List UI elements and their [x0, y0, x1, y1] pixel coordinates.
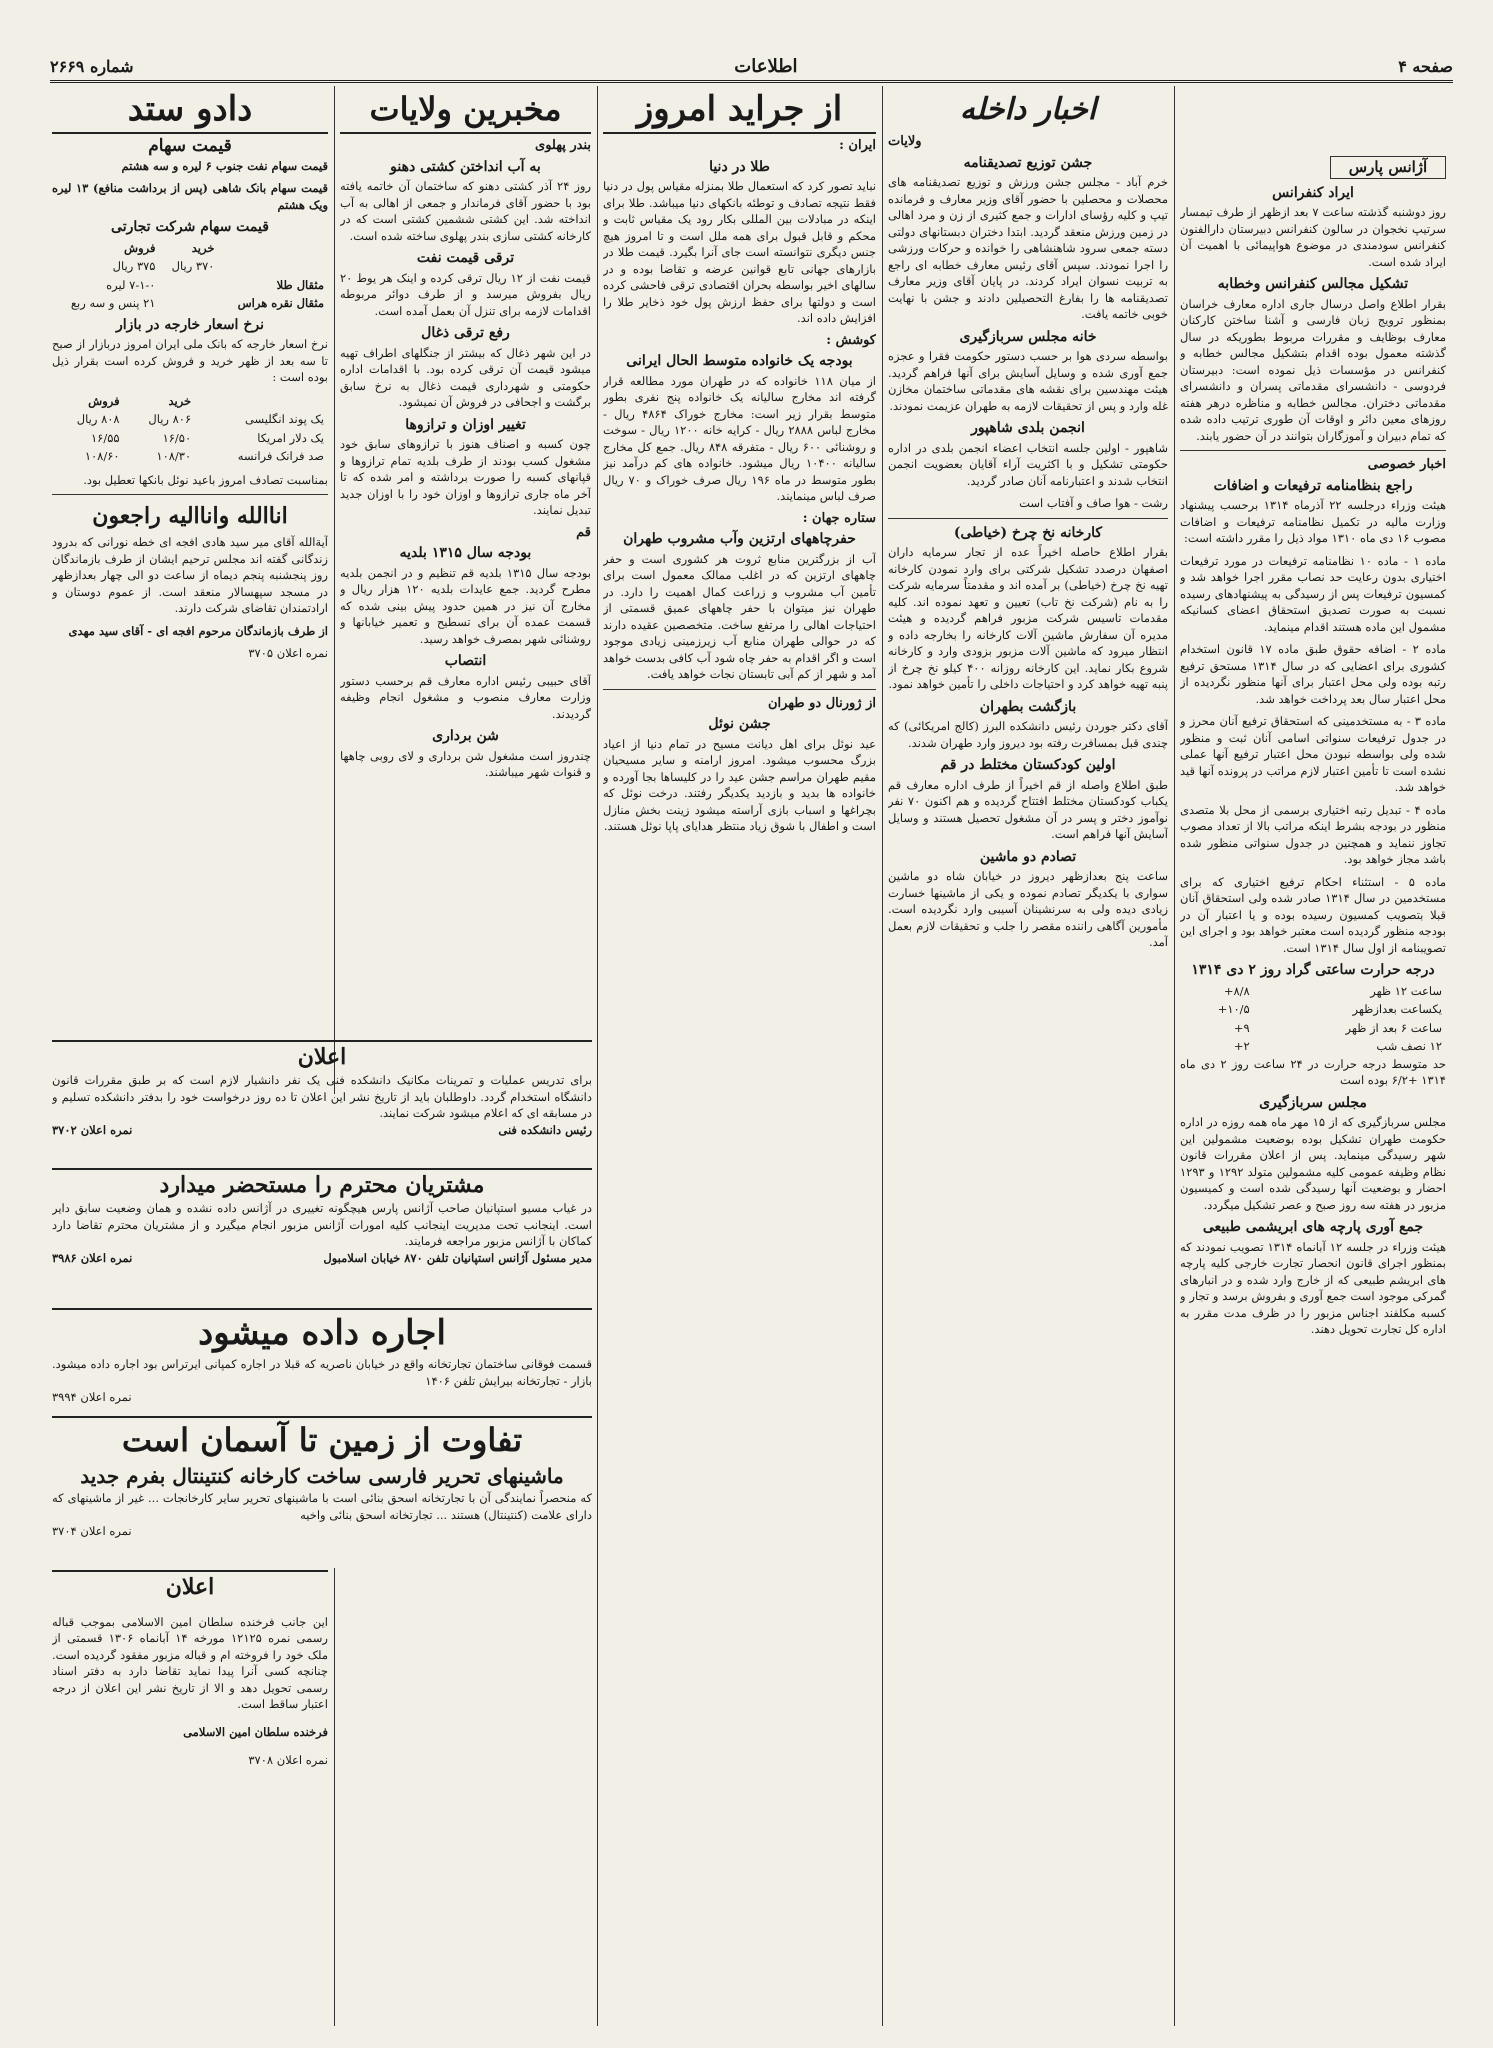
section-banner: دادو ستد	[52, 86, 328, 134]
article-body: آقای حبیبی رئیس اداره معارف قم برحسب دستور وزارت معارف منصوب و مشغول انجام وظیفه گردیدند.	[340, 673, 591, 721]
ad-rental	[52, 1308, 592, 1410]
section-banner: از جراید امروز	[603, 86, 876, 134]
divider	[52, 494, 328, 495]
table-cell: ۸۰۶ ریال	[148, 412, 192, 426]
table-cell: ۱۶/۵۰	[162, 430, 192, 445]
article-body: از طرف بازماندگان مرحوم افجه ای - آقای سید مهدی	[68, 623, 328, 638]
divider	[1180, 450, 1446, 451]
ad-signature: مدیر مسئول آژانس استپانیان تلفن ۸۷۰ خیابان اسلامبول	[323, 1250, 592, 1265]
table-cell: ۱۶/۵۵	[91, 430, 120, 445]
table-row	[52, 447, 328, 466]
table-cell: ساعت ۱۲ ظهر	[1370, 983, 1442, 998]
headline: تغییر اوزان و ترازوها	[405, 416, 526, 433]
headline: تصادم دو ماشین	[979, 848, 1077, 865]
temperature-table	[1180, 982, 1446, 1056]
ad-signature: فرخنده سلطان امین الاسلامی	[183, 1725, 328, 1739]
headline: ایراد کنفرانس	[1272, 184, 1354, 201]
ad-signature: رئیس دانشکده فنی	[498, 1122, 592, 1137]
table-cell	[195, 392, 328, 411]
article-body: بمناسبت تصادف امروز باعید نوئل بانکها تعطیل بود.	[83, 472, 328, 487]
article-body: ماده ۵ - استثناء احکام ترفیع اختیاری که برای مستخدمین در سال ۱۳۱۴ صادر شده ولی استحقاق آنان قبلا بتصویب کمسیون رسیده بوده و یا اعتبار آن در بودجه منظور گردیده است معتبر خواهد بود و اجرای این تصویبنامه از اول سال ۱۳۱۴ است.	[1180, 874, 1446, 955]
headline: تشکیل مجالس کنفرانس وخطابه	[1217, 276, 1409, 292]
table-row	[52, 257, 328, 276]
table-cell: ۱۰/۵+	[1217, 1002, 1250, 1016]
table-row	[1180, 1000, 1446, 1019]
article-body: از میان ۱۱۸ خانواده که در طهران مورد مطالعه قرار گرفته اند مخارج سالیانه یک خانواده پنج نفری بطور متوسط بقرار زیر است: مخارج خوراک ۴۸۶۴ ریال - مخارج لباس ۲۸۸۸ ریال - کرایه خانه ۱۲۰۰ ریال - سوخت و روشنائی ۶۰۰ ریال - متفرقه ۸۴۸ ریال. جمع کل مخارج سالیانه ۱۰۴۰۰ ریال میشود. خانواده های کم درآمد نیز بطور متوسط در ماه ۱۹۶ ریال صرف خوراک و ۷۰ ریال صرف لباس مینمایند.	[603, 373, 876, 503]
table-header: خرید	[168, 393, 192, 408]
article-body: مجلس سربازگیری که از ۱۵ مهر ماه همه روزه در اداره حکومت طهران تشکیل بوده بوضعیت مشمولین این شهر رسیدگی مینماید. پس از اعلان مقررات قانون نظام وظیفه عمومی کلیه مشمولین متولد ۱۲۹۲ و ۱۲۹۳ احضار و بوضعیت آنها رسیدگی شده است و کمیسیون مزبور در هفته سه روز صبح و عصر تشکیل میگردد.	[1180, 1115, 1446, 1212]
article-body: قیمت نفت از ۱۲ ریال ترقی کرده و اینک هر یوط ۲۰ ریال بفروش میرسد و از طرف دوائر مربوطه اقدامات لازمه برای تنزل آن بعمل آمده است.	[340, 270, 591, 318]
table-cell: مثقال طلا	[276, 277, 324, 292]
headline: ترقی قیمت نفت	[416, 250, 515, 266]
section-title: ستاره جهان :	[802, 510, 876, 526]
headline: بودجه سال ۱۳۱۵ بلدیه	[399, 545, 532, 561]
table-row	[52, 239, 328, 258]
table-row	[1180, 982, 1446, 1001]
exchange-table	[52, 392, 328, 466]
article-body: حد متوسط درجه حرارت در ۲۴ ساعت روز ۲ دی ماه ۱۳۱۴ +۶/۲ بوده است	[1180, 1056, 1446, 1087]
ad-agency-notice	[52, 1168, 592, 1302]
section-title: از ژورنال دو طهران	[767, 695, 876, 711]
table-cell: ۸/۸+	[1223, 983, 1250, 998]
column-provincial-reporters	[340, 86, 591, 1086]
paper-name: اطلاعات	[734, 55, 798, 77]
divider	[888, 518, 1168, 519]
headline: اناالله وانااليه راجعون	[92, 503, 288, 529]
table-row	[52, 429, 328, 448]
headline: جشن توزیع تصدیقنامه	[963, 154, 1093, 171]
headline: اولین کودکستان مختلط در قم	[940, 757, 1116, 773]
article-body: روز ۲۴ آذر کشتی دهنو که ساختمان آن خاتمه یافته بود با حضور آقای فرماندار و جمعی از اهالی به آب انداخته شد. این کشتی ششمین کشتی است که در کارخانه کشتی سازی بندر پهلوی ساخته شده است.	[340, 179, 591, 243]
headline: قیمت سهام	[148, 136, 232, 156]
table-cell	[159, 276, 218, 295]
section-title: کوشش :	[826, 332, 876, 348]
column-rule	[882, 86, 883, 2026]
ad-lost-deed	[52, 1570, 328, 2028]
headline: درجه حرارت ساعتی گراد روز ۲ دی ۱۳۱۴	[1191, 962, 1435, 978]
ad-title: تفاوت از زمین تا آسمان است	[121, 1421, 523, 1459]
column-market	[52, 86, 328, 1086]
article-body: ماده ۱ - ماده ۱۰ نظامنامه ترفیعات در مورد ترفیعات اختیاری بدون رعایت حد نصاب مقرر اجرا خواهد شد و کمسیون ترفیعات پس از رسیدگی به پیشنهادهای رسیده نسبت به صورت تصدیق استحقاق اعضای کسانیکه مشمول این ماده هستند اقدام مینماید.	[1180, 553, 1446, 634]
headline: جمع آوری پارچه های ابریشمی طبیعی	[1202, 1219, 1424, 1235]
section-title: ایران :	[839, 138, 876, 153]
table-cell: ۲+	[1233, 1039, 1250, 1053]
column-agency-news	[1180, 86, 1446, 2026]
table-row	[1180, 1037, 1446, 1056]
article-body: طبق اطلاع واصله از قم اخیراً از طرف اداره معارف قم یکباب کودکستان مختلط افتتاح گردیده و هم اکنون ۷۰ نفر نوآموز دختر و پسر در آن مشغول تحصیل هستند و وسایل آسایش آنها فراهم است.	[888, 777, 1168, 841]
headline: طلا در دنیا	[709, 158, 770, 175]
ad-body: این جانب فرخنده سلطان امین الاسلامی بموجب قباله رسمی نمره ۱۲۱۲۵ مورخه ۱۴ آبانماه ۱۳۰۶ قسمتی از ملک خود را فروخته ام و قباله مزبور مفقود گردیده است. چنانچه کسی آنرا پیدا نماید تقاضا دارد به دفتر اسناد رسمی تحویل دهد و الا از تاریخ نشر این اعلان از درجه اعتبار ساقط است.	[52, 1614, 328, 1711]
table-cell: یک پوند انگلیسی	[244, 412, 324, 426]
article-body: بودجه سال ۱۳۱۵ بلدیه قم تنظیم و در انجمن بلدیه مطرح گردید. جمع عایدات بلدیه ۱۲۰ هزار ریال و مخارج آن نیز در همین حدود پیش بینی شده که قسمت عمده آن برای تسطیح و تعمیر خیابانها و روشنائی شهر بمصرف خواهد رسید.	[340, 565, 591, 646]
ad-subtitle: ماشینهای تحریر فارسی ساخت کارخانه کنتینتال بفرم جدید	[80, 1464, 564, 1488]
article-body: نرخ اسعار خارجه که بانک ملی ایران امروز دربازار از صبح تا سه بعد از ظهر خرید و فروش کرده است بقرار ذیل بوده است :	[52, 337, 328, 384]
headline: بودجه یک خانواده متوسط الحال ایرانی	[626, 353, 853, 369]
article-body: آب از بزرگترین منابع ثروت هر کشوری است و حفر چاههای ارتزین که در اغلب ممالک معمول است برای تأمین آب مشروب و زراعت کمال اهمیت را دارد. در طهران نیز میتوان با حفر چاههای عمیق قسمتی از احتیاجات اهالی را مرتفع ساخت. متخصصین عقیده دارند که در حوالی طهران منابع آب زیرزمینی زیادی موجود است و اگر اقدام به حفر چاه شود آب کافی بدست خواهد آمد و شهر از کم آبی تابستان نجات خواهد یافت.	[603, 551, 876, 681]
ad-title: مشتریان محترم را مستحضر میدارد	[159, 1172, 485, 1198]
table-cell: ۱۰۸/۶۰	[84, 449, 120, 463]
ad-ref-number: نمره اعلان ۳۷۰۴	[52, 1524, 132, 1538]
ad-body: در غیاب مسیو استپانیان صاحب آژانس پارس هیچگونه تغییری در آژانس داده نشده و همان وضعیت سابق دایر است. اینجانب تحت مدیریت اینجانب کلیه امورات آژانس مزبور انجام میگیرد و از مشتریان محترم تقاضا دارد کماکان با آژانس مزبور مراجعه فرمایند.	[52, 1201, 592, 1248]
divider	[603, 689, 876, 690]
column-rule	[597, 86, 598, 2026]
ad-typewriter	[52, 1416, 592, 1563]
ad-body: قسمت فوقانی ساختمان تجارتخانه واقع در خیابان ناصریه که قبلا در اجاره کمپانی ایرتراس بود اجاره داده میشود. بازار - تجارتخانه بیرایش تلفن ۱۴۰۶	[52, 1357, 592, 1388]
article-body: قیمت سهام بانک شاهی (پس از برداشت منافع) ۱۳ لیره ویک هشتم	[52, 181, 328, 212]
headline: شن برداری	[432, 728, 499, 744]
table-cell: ۳۷۵ ریال	[112, 259, 156, 273]
table-cell: صد فرانک فرانسه	[237, 449, 324, 463]
table-row	[1180, 1019, 1446, 1038]
ad-body: برای تدریس عملیات و تمرینات مکانیک دانشکده فنی یک نفر دانشیار لازم است که بر طبق مقررات قانون دانشگاه استخدام گردد. داوطلبان باید از تاریخ نشر این اعلان تا ده روز درخواست خود را بدفتر دانشکده تسلیم و در مسابقه ای که اعلام میشود شرکت نمایند.	[52, 1073, 592, 1120]
ad-ref-number: نمره اعلان ۳۷۰۸	[248, 1753, 328, 1767]
table-cell: مثقال نقره هراس	[237, 296, 324, 310]
masthead-title: اخبار داخله	[959, 92, 1097, 127]
table-header: خرید	[191, 240, 215, 255]
article-body: آقای دکتر جوردن رئیس دانشکده البرز (کالج امریکائی) که چندی قبل بمسافرت رفته بود دیروز وارد طهران شدند.	[888, 719, 1168, 750]
column-rule	[334, 1568, 335, 2026]
table-row	[52, 294, 328, 313]
article-body: خرم آباد - مجلس جشن ورزش و توزیع تصدیقنامه های محصلات و محصلین با حضور آقای وزیر معارف و فرمانده تیپ و کلیه رؤسای ادارات و جمع کثیری از زن و مرد اهالی در زمین ورزش منعقد گردید. ابتدا دختران دبستانهای دولتی دسته جمعی سرود شاهنشاهی را خوانده و حرکات ورزشی را اجرا نمودند. سپس آقای رئیس معارف خطابه ای راجع به تربیت نسوان ایراد کردند. در پایان آقای وزیر معارف تصدیقنامه ها را بفارغ التحصیلین دادند و جشن با نهایت خوبی خاتمه یافت.	[888, 175, 1168, 321]
table-cell: ساعت ۶ بعد از ظهر	[1345, 1020, 1442, 1035]
headline: بازگشت بطهران	[979, 698, 1077, 715]
headline: کارخانه نخ چرخ (خیاطی)	[953, 524, 1103, 541]
table-cell: ۸۰۸ ریال	[76, 412, 120, 426]
table-row	[52, 392, 328, 411]
article-body: آیةالله آقای میر سید هادی افجه ای خطه نورانی که بدرود زندگانی گفته اند مجلس ترحیم ایشان از طرف بازماندگان روز پنجشنبه پنجم دیماه از ساعت دو الی چهار بعدازظهر در مسجد سپهسالار منعقد است. از عموم دوستان و ارادتمندان تقاضای شرکت دارند.	[52, 535, 328, 615]
article-body: ماده ۲ - اضافه حقوق طبق ماده ۱۷ قانون استخدام کشوری برای اعضایی که در سال ۱۳۱۴ مستحق ترفیع رتبه بوده ولی محل اعتبار برای آنها منظور نگردیده از محل اعتبار سال بعد پرداخت خواهد شد.	[1180, 642, 1446, 706]
article-body: عید نوئل برای اهل دیانت مسیح در تمام دنیا از اعیاد بزرگ محسوب میشود. امروز ارامنه و سایر مسیحیان مقیم طهران مراسم جشن عید را در کلیساها بجا آورده و خانواده ها بدید و بازدید یکدیگر رفتند. درخت نوئل که بچراغها و اسباب بازی آراسته میشود زینت بخش منازل است و اطفال با شوق زیاد منتظر هدایای پاپا نوئل هستند.	[603, 736, 876, 833]
section-banner: مخبرین ولایات	[340, 86, 591, 134]
headline: جشن نوئل	[708, 716, 771, 732]
article-body: بقرار اطلاع حاصله اخیراً عده از تجار سرمایه داران اصفهان درصدد تشکیل شرکتی برای وارد نمودن کارخانه تهیه نخ چرخ (خیاطی) بر آمده اند و مقدمتاً سرمایه شرکت را به نام (شرکت نخ تاب) تعیین و تعهد نموده اند. کلیه مقدمات تاسیس شرکت مزبور فراهم گردیده و هیئت مدیره آن سفارش ماشین آلات کارخانه را بخارجه داده و انتظار میرود که ماشین آلات مزبور بزودی وارد و کارخانه شروع بکار نماید. این کارخانه روزانه ۴۰۰ کیلو نخ چرخ از پنبه تهیه خواهد کرد و احتیاجات داخلی را تأمین خواهد نمود.	[888, 545, 1168, 691]
article-body: در این شهر ذغال که بیشتر از جنگلهای اطراف تهیه میشود قیمت آن ترقی کرده بود. با اقدامات اداره حکومتی و شهرداری قیمت ذغال به نرخ سابق برگشت و اجحافی در فروش آن نمیشود.	[340, 345, 591, 409]
table-header: فروش	[124, 240, 156, 255]
table-cell: ۷-۱-۰ لیره	[106, 277, 156, 292]
headline: نرخ اسعار خارجه در بازار	[116, 316, 264, 333]
article-body: رشت - هوا صاف و آفتاب است	[1019, 496, 1168, 510]
article-body: هیئت وزراء درجلسه ۲۲ آذرماه ۱۳۱۴ برحسب پیشنهاد وزارت مالیه در تکمیل نظامنامه ترفیعات و اضافات مصوب ۱۶ دی ماه ۱۳۱۰ مواد ذیل را مقرر داشته است:	[1180, 498, 1446, 545]
ad-body: که منحصراً نمایندگی آن با تجارتخانه اسحق بنائی است با ماشینهای تحریر سایر کارخانجات ... غیر از ماشینهای که دارای علامت (کنتینتال) هستند ... تجارتخانه اسحق بنائی واخیه	[52, 1491, 592, 1522]
column-rule	[334, 86, 335, 1094]
headline: راجع بنظامنامه ترفیعات و اضافات	[1213, 477, 1413, 494]
article-body: قیمت سهام نفت جنوب ۶ لیره و سه هشتم	[121, 158, 328, 173]
agency-title: آژانس پارس	[1330, 156, 1446, 179]
headline: مجلس سربازگیری	[1259, 1094, 1367, 1111]
table-cell: ۲۱ پنس و سه ربع	[70, 296, 156, 310]
column-press-review	[603, 86, 876, 2026]
article-body: ماده ۳ - به مستخدمینی که استحقاق ترفیع آنان محرز و در جدول ترفیعات سنواتی اسامی آنان ثبت و منظور شده ولی بواسطه نبودن محل اعتبار ترفیع آنها عملی نشده است تا تأمین اعتبار لازم مراتب در پرونده آنها قید خواهد شد.	[1180, 714, 1446, 794]
headline: خانه مجلس سربازگیری	[959, 328, 1097, 345]
article-body: نباید تصور کرد که استعمال طلا بمنزله مقیاس پول در دنیا فقط نتیجه تصادف و توطئه بانکهای دنیا میباشد. طلا برای اینکه در مبادلات بین المللی بکار رود یک مقیاس ثابت و محکم و قابل قبول برای همه ملل است و تا امروز هیچ جنس دیگری نتوانسته است جای آنرا بگیرد. قیمت طلا در بازارهای جهانی تابع قوانین عرضه و تقاضا بوده و در سالهای اخیر بواسطه بحران اقتصادی ترقی فاحشی کرده است و دولتها برای حفظ ارزش پول خود ذخایر طلا را افزایش داده اند.	[603, 179, 876, 325]
issue-number: شماره ۲۶۶۹	[50, 56, 134, 76]
section-title: اخبار خصوصی	[1367, 457, 1446, 472]
article-body: ماده ۴ - تبدیل رتبه اختیاری برسمی از محل بلا متصدی منظور در بودجه بشرط اینکه مراتب بالا از تعداد مصوب تجاوز ننماید و همچنین در جدول سنواتی منظور شده باشد مجاز خواهد بود.	[1180, 802, 1446, 866]
ad-ref-number: نمره اعلان ۳۹۹۴	[52, 1390, 132, 1404]
table-row	[52, 276, 328, 295]
table-row	[52, 410, 328, 429]
ad-title: اجاره داده میشود	[198, 1313, 446, 1353]
section-title: ولایات	[888, 134, 922, 149]
article-body: روز دوشنبه گذشته ساعت ۷ بعد ازظهر از طرف تیمسار سرتیپ نخجوان در سالون کنفرانس دبیرستان دارالفنون کنفرانس سودمندی در موضوع هواپیمائی با اهمیت آن ایراد شده است.	[1180, 205, 1446, 269]
article-body: بقرار اطلاع واصل درسال جاری اداره معارف خراسان بمنظور ترویج زبان فارسی و آشنا ساختن کارکنان معارف بوظایف و مقررات مربوط بطوریکه در سال گذشته معمول بوده اقدام بتشکیل مجالس خطابه و کنفرانس در مؤسسات ذیل نموده است: دبیرستان فردوسی - دانشسرای مقدماتی پسران و دانشسرای مقدماتی دختران. مجالس خطابه و مناظره درهر هفته روزهای معین دائر و اوقات آن طوری ترتیب داده شده که تمام دبیران و آموزگاران بتوانند در آن حضور یابند.	[1180, 296, 1446, 443]
article-body: هیئت وزراء در جلسه ۱۲ آبانماه ۱۳۱۴ تصویب نمودند که بمنظور اجرای قانون انحصار تجارت خارجی کلیه پارچه های ابریشم طبیعی که از خارج وارد شده و در انبارهای گمرکی موجود است جمع آوری و بفروش برسد و تجار و کسبه مکلفند اجناس مزبور را در ظرف مدت مقرر به اداره کل تجارت تحویل دهند.	[1180, 1239, 1446, 1336]
article-body: چون کسبه و اصناف هنوز با ترازوهای سابق خود مشغول کسب بودند از طرف بلدیه تمام ترازوها و قپانهای کسبه را صورت برداشته و امر شده که تا آخر ماه جاری ترازوها و اوزان خود را با اوزان جدید تبدیل نمایند.	[340, 437, 591, 517]
article-body: نمره اعلان ۳۷۰۵	[248, 646, 328, 660]
article-body: ساعت پنج بعدازظهر دیروز در خیابان شاه دو ماشین سواری با یکدیگر تصادم نموده و یکی از ماشینها خسارت زیادی دیده ولی به سرنشینان آسیبی وارد نگردیده است. مأمورین آگاهی راننده مقصر را جلب و تحقیقات لازم بعمل آمد.	[888, 869, 1168, 949]
headline: به آب انداختن کشتی دهنو	[390, 158, 541, 175]
headline: رفع ترقی ذغال	[421, 325, 510, 341]
ad-title: اعلان	[297, 1044, 347, 1070]
table-cell: یک دلار امریکا	[257, 430, 324, 445]
table-cell	[159, 294, 218, 313]
page-header	[50, 52, 1453, 83]
page-number: صفحه ۴	[1398, 56, 1453, 76]
table-cell: ۳۷۰ ریال	[171, 259, 215, 273]
column-domestic-news	[888, 86, 1168, 2026]
article-body: چندروز است مشغول شن برداری و لای روبی چاهها و قنوات شهر میباشند.	[340, 748, 591, 779]
table-cell: ۹+	[1233, 1020, 1250, 1035]
table-cell: ۱۰۸/۳۰	[156, 449, 192, 463]
section-title: بندر پهلوی	[535, 138, 591, 153]
trade-table	[52, 239, 328, 313]
ad-ref-number: نمره اعلان ۳۹۸۶	[52, 1250, 133, 1265]
headline: انجمن بلدی شاهپور	[971, 420, 1085, 436]
headline: انتصاب	[444, 653, 487, 669]
article-body: شاهپور - اولین جلسه انتخاب اعضاء انجمن بلدی در اداره حکومتی تشکیل و با اکثریت آراء آقایان بعضویت انجمن انتخاب شدند و اعتبارنامه آنان صادر گردید.	[888, 440, 1168, 488]
article-body: بواسطه سردی هوا بر حسب دستور حکومت فقرا و عجزه جمع آوری شده و وسایل آسایش برای آنها فراهم گردید. هیئت مهندسین برای نقشه های مقدماتی ساختمان مخازن غله وارد و پس از تحقیقات لازمه به طهران عزیمت نمودند.	[888, 349, 1168, 413]
section-title: قم	[576, 524, 591, 540]
table-cell: ۱۲ نصف شب	[1376, 1039, 1442, 1053]
headline: حفرچاههای ارتزین وآب مشروب طهران	[623, 531, 856, 547]
table-cell	[218, 239, 328, 258]
headline: قیمت سهام شرکت تجارتی	[111, 219, 269, 235]
ad-title: اعلان	[165, 1574, 215, 1600]
ad-ref-number: نمره اعلان ۳۷۰۲	[52, 1122, 133, 1137]
table-header: فروش	[88, 393, 120, 408]
table-cell	[218, 257, 328, 276]
column-rule	[1174, 86, 1175, 2026]
table-cell: یکساعت بعدازظهر	[1352, 1002, 1442, 1016]
ad-faculty	[52, 1040, 592, 1162]
